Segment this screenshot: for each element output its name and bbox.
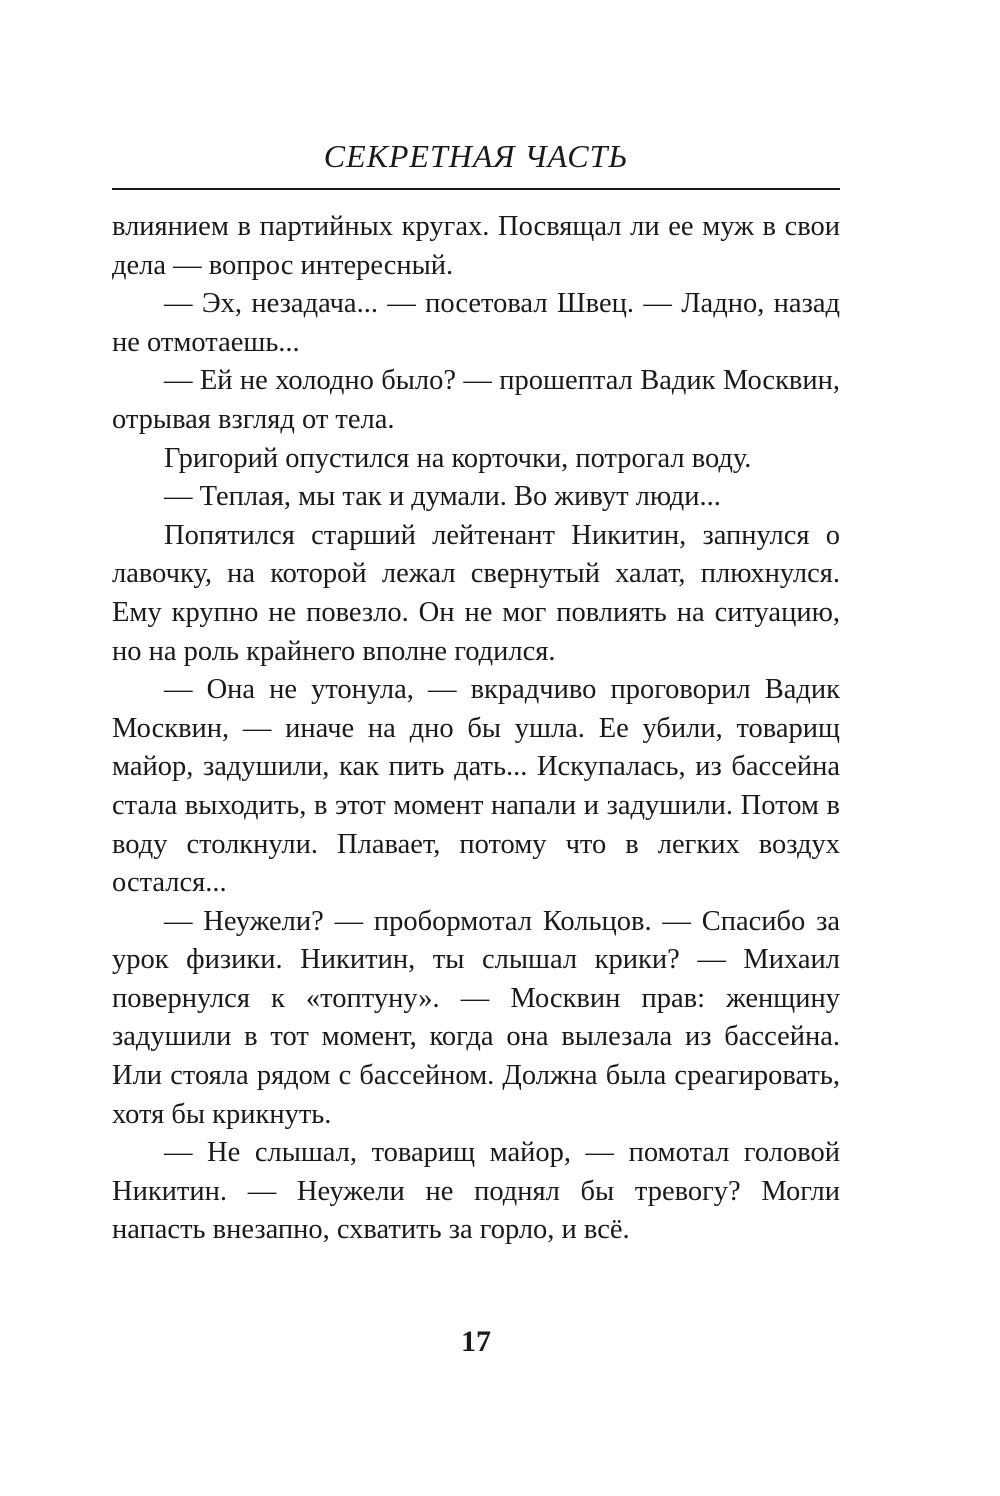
body-text xyxy=(112,208,840,1250)
paragraph: Григорий опустился на корточки, потрогал воду. xyxy=(164,442,752,474)
running-header: СЕКРЕТНАЯ ЧАСТЬ xyxy=(323,138,629,174)
paragraph: — Ей не холодно было? — прошептал Вадик Москвин, отрывая взгляд от тела. xyxy=(112,365,840,435)
header-rule xyxy=(112,188,840,190)
paragraph: — Не слышал, товарищ майор, — помотал головой Никитин. — Неужели не поднял бы тревогу? Могли напасть внезапно, схватить за горло, и всё. xyxy=(112,1137,840,1246)
paragraph: — Она не утонула, — вкрадчиво проговорил Вадик Москвин, — иначе на дно бы ушла. Ее убили, товарищ майор, задушили, как пить дать... Искупалась, из бассейна стала выходить, в этот момент напали и задушили. Потом в воду столкнули. Плавает, потому что в легких воздух остался... xyxy=(112,674,840,899)
page-number: 17 xyxy=(461,1325,491,1358)
paragraph: влиянием в партийных кругах. Посвящал ли ее муж в свои дела — вопрос интересный. xyxy=(112,211,840,281)
paragraph: — Неужели? — пробормотал Кольцов. — Спасибо за урок физики. Никитин, ты слышал крики? — Михаил повернулся к «топтуну». — Москвин прав: женщину задушили в тот момент, когда она вылезала из бассейна. Или стояла рядом с бассейном. Должна была среагировать, хотя бы крикнуть. xyxy=(112,905,840,1130)
paragraph: Попятился старший лейтенант Никитин, запнулся о лавочку, на которой лежал свернутый халат, плюхнулся. Ему крупно не повезло. Он не мог повлиять на ситуацию, но на роль крайнего вполне годился. xyxy=(112,519,840,667)
paragraph: — Эх, незадача... — посетовал Швец. — Ладно, назад не отмотаешь... xyxy=(112,288,840,358)
paragraph: — Теплая, мы так и думали. Во живут люди... xyxy=(164,481,721,513)
